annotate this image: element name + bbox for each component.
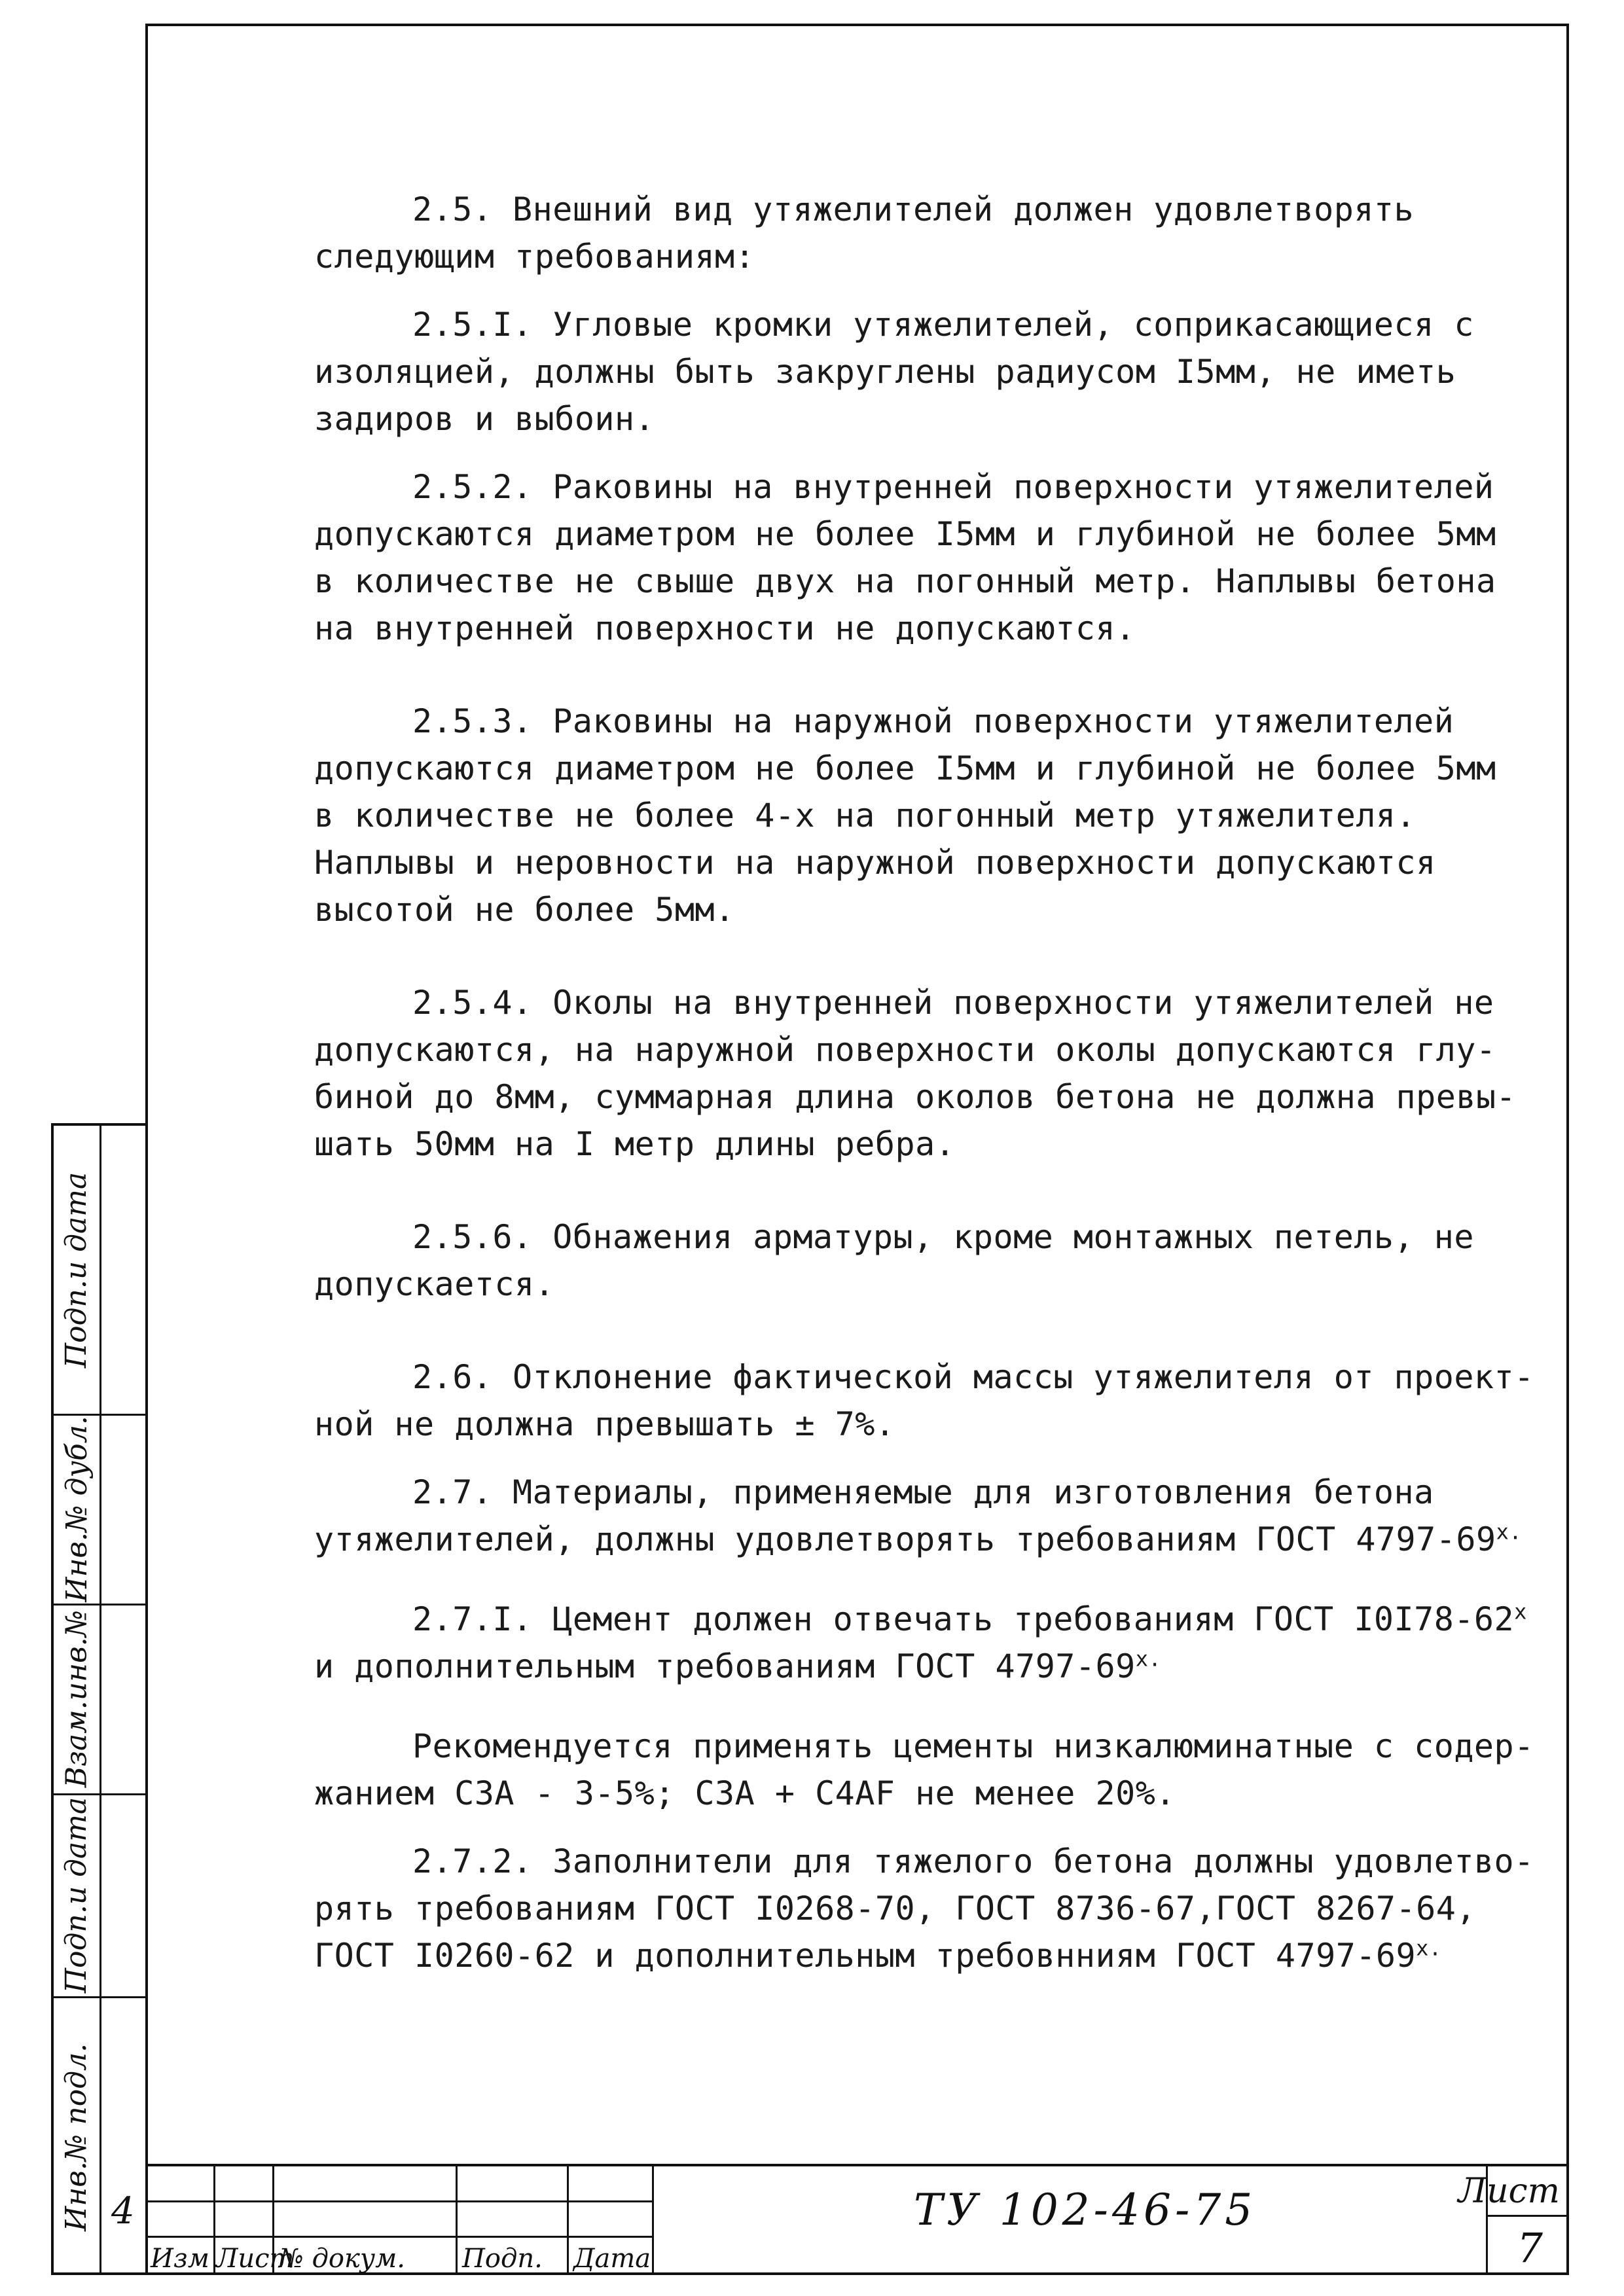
paragraph-2-7-1: 2.7.I. Цемент должен отвечать требованиям ГОСТ $I0I78-62^х$ и дополнительным требованиям ГОСТ $4797-69^{х.}$ — [314, 1599, 1527, 1685]
superscript-mark: х. — [1416, 1935, 1442, 1961]
paragraph-recommendation: Рекомендуется применять цементы низкалюминатные с содер- жанием С3А - 3-5%; С3А + С4АF не менее 20%. — [314, 1727, 1534, 1812]
sidebar-label-replace-inv: Взам.инв.№ — [60, 1609, 94, 1787]
paragraph-2-5-2: 2.5.2. Раковины на внутренней поверхности утяжелителей допускаются диаметром не более I5мм и глубиной не более 5мм в количестве не свыше двух на погонный метр. Наплывы бетона на внутренней поверхности не допускаются. — [314, 468, 1496, 647]
superscript-mark: х. — [1135, 1646, 1162, 1672]
paragraph-2-5-4: 2.5.4. Околы на внутренней поверхности утяжелителей не допускаются, на наружной поверхности околы допускаются глу- биной до 8мм, суммарная длина околов бетона не должна превы- шать 50мм на I метр длины ребра. — [314, 984, 1517, 1163]
sidebar-label-sign-date-2: Подп.и дата — [60, 1797, 94, 1993]
sidebar-divider — [99, 1126, 101, 2272]
paragraph-2-5-3: 2.5.3. Раковины на наружной поверхности утяжелителей допускаются диаметром не более I5мм и глубиной не более 5мм в количестве не более 4-х на погонный метр утяжелителя. Наплывы и неровности на наружной поверхности допускаются высотой не более 5мм. — [314, 702, 1496, 929]
title-block — [111, 2164, 1566, 2274]
sheet-number: 7 — [1517, 2224, 1543, 2272]
registration-sidebar — [51, 1123, 145, 2275]
sidebar-label-sign-date-1: Подп.и дата — [60, 1172, 94, 1368]
title-block-col-line — [567, 2166, 569, 2272]
title-block-col-line — [456, 2166, 458, 2272]
superscript-mark: х — [1514, 1599, 1527, 1624]
title-block-col-line — [213, 2166, 215, 2272]
sheet-label: Лист — [1458, 2172, 1560, 2211]
title-block-col-line — [652, 2166, 654, 2272]
header-sheet: Лист — [216, 2244, 295, 2274]
paragraph-2-5-6: 2.5.6. Обнажения арматуры, кроме монтажных петель, не допускается. — [314, 1218, 1474, 1303]
paragraph-2-7: 2.7. Материалы, применяемые для изготовления бетона утяжелителей, должны удовлетворять требованиям ГОСТ $4797-69^{х.}$ — [314, 1473, 1523, 1558]
title-block-row-line — [148, 2200, 652, 2202]
sidebar-label-dup-inv: Инв.№ дубл. — [60, 1415, 94, 1602]
paragraph-2-5: 2.5. Внешний вид утяжелителей должен удовлетворять следующим требованиям: — [314, 190, 1415, 276]
paragraph-2-7-2: 2.7.2. Заполнители для тяжелого бетона должны удовлетво- рять требованиям ГОСТ I0268-70, ГОСТ 8736-67,ГОСТ 8267-64, ГОСТ I0260-62 и дополнительным требовнниям ГОСТ $4797-69^{х.}$ — [314, 1842, 1534, 1975]
paragraph-2-6: 2.6. Отклонение фактической массы утяжелителя от проект- ной не должна превышать ± 7%. — [314, 1358, 1534, 1443]
header-date: Дата — [573, 2244, 651, 2274]
document-code: ТУ 102-46-75 — [914, 2185, 1257, 2235]
header-change: Изм — [151, 2244, 209, 2274]
title-block-row-line — [148, 2236, 652, 2238]
sheet-box-divider — [1488, 2215, 1566, 2217]
paragraph-2-5-1: 2.5.I. Угловые кромки утяжелителей, соприкасающиеся с изоляцией, должны быть закруглены радиусом I5мм, не иметь задиров и выбоин. — [314, 306, 1474, 438]
sidebar-label-orig-inv: Инв.№ подл. — [60, 2043, 94, 2231]
document-body — [314, 177, 1545, 1979]
superscript-mark: х. — [1496, 1519, 1523, 1545]
sidebar-number: 4 — [111, 2190, 135, 2233]
header-doc-number: № докум. — [279, 2244, 405, 2274]
header-signature: Подп. — [462, 2244, 543, 2274]
